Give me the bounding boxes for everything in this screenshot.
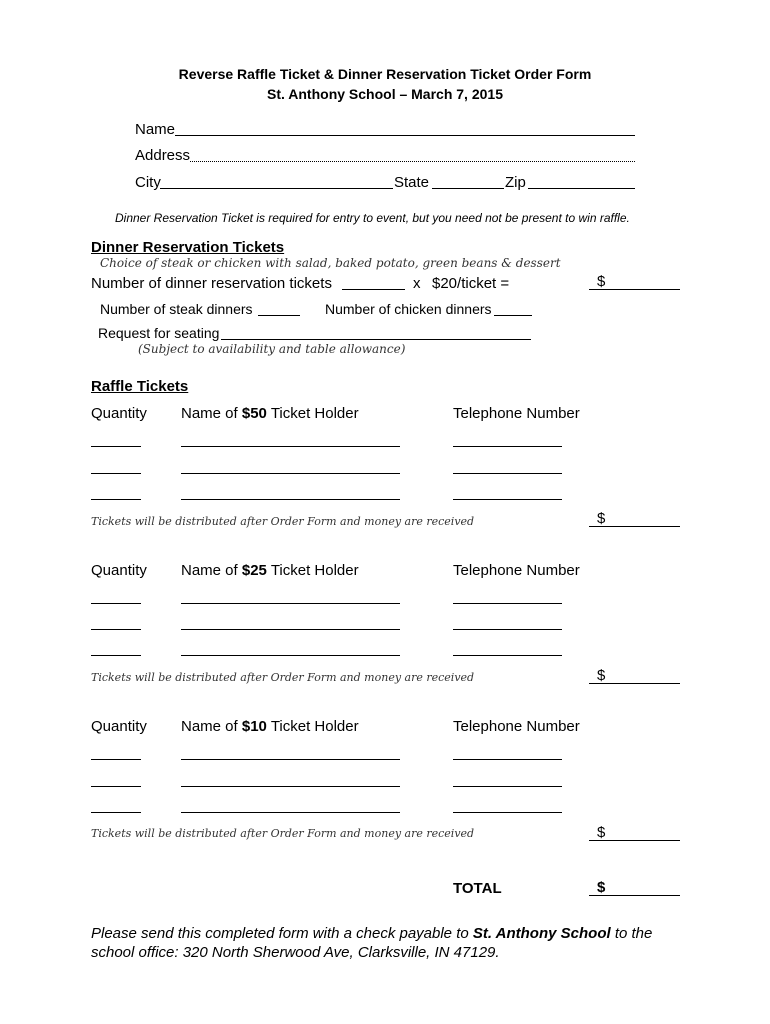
quantity-field[interactable] xyxy=(91,446,141,447)
telephone-label: Telephone Number xyxy=(453,718,580,735)
raffle-50-dollar-sign: $ xyxy=(597,510,606,527)
holder-name-field[interactable] xyxy=(181,473,400,474)
seating-note: (Subject to availability and table allowance) xyxy=(138,342,406,356)
quantity-label: Quantity xyxy=(91,562,147,579)
raffle-25-amount-field[interactable] xyxy=(589,668,680,684)
zip-field[interactable] xyxy=(528,188,635,189)
dinner-choice-note: Choice of steak or chicken with salad, baked potato, green beans & dessert xyxy=(100,256,561,270)
telephone-field[interactable] xyxy=(453,499,562,500)
holder-name-field[interactable] xyxy=(181,629,400,630)
zip-label: Zip xyxy=(505,174,526,191)
raffle-10-amount-field[interactable] xyxy=(589,825,680,841)
telephone-field[interactable] xyxy=(453,759,562,760)
holder-name-field[interactable] xyxy=(181,759,400,760)
closing-text-start: Please send this completed form with a check payable to xyxy=(91,925,473,942)
quantity-field[interactable] xyxy=(91,473,141,474)
quantity-field[interactable] xyxy=(91,759,141,760)
quantity-label: Quantity xyxy=(91,405,147,422)
distribution-note: Tickets will be distributed after Order Form and money are received xyxy=(91,671,475,684)
telephone-field[interactable] xyxy=(453,446,562,447)
ticket-holder-text: Ticket Holder xyxy=(270,405,359,422)
name-of-text: Name of xyxy=(181,562,238,579)
quantity-field[interactable] xyxy=(91,812,141,813)
telephone-field[interactable] xyxy=(453,786,562,787)
ticket-holder-label-50 xyxy=(181,405,359,422)
state-label: State xyxy=(394,174,430,191)
holder-name-field[interactable] xyxy=(181,786,400,787)
payee-name: St. Anthony School xyxy=(472,925,611,942)
name-of-text: Name of xyxy=(181,718,238,735)
holder-name-field[interactable] xyxy=(181,499,400,500)
steak-label: Number of steak dinners xyxy=(100,301,253,317)
raffle-25-dollar-sign: $ xyxy=(597,667,606,684)
raffle-10-dollar-sign: $ xyxy=(597,824,606,841)
telephone-field[interactable] xyxy=(453,655,562,656)
holder-name-field[interactable] xyxy=(181,812,400,813)
name-label: Name xyxy=(135,121,176,138)
quantity-field[interactable] xyxy=(91,603,141,604)
dinner-amount-field[interactable] xyxy=(589,274,680,290)
dinner-dollar-sign: $ xyxy=(597,273,606,290)
holder-name-field[interactable] xyxy=(181,603,400,604)
ticket-holder-text: Ticket Holder xyxy=(270,718,359,735)
quantity-field[interactable] xyxy=(91,499,141,500)
telephone-field[interactable] xyxy=(453,812,562,813)
total-dollar-sign: $ xyxy=(597,879,606,896)
name-field[interactable] xyxy=(175,135,635,136)
closing-text-end: to the school office: 320 North Sherwood Ave, Clarksville, IN 47129. xyxy=(91,925,653,961)
chicken-field[interactable] xyxy=(494,315,532,316)
form-title: Reverse Raffle Ticket & Dinner Reservation Ticket Order Form xyxy=(178,66,592,82)
holder-name-field[interactable] xyxy=(181,655,400,656)
telephone-field[interactable] xyxy=(453,473,562,474)
quantity-field[interactable] xyxy=(91,786,141,787)
holder-name-field[interactable] xyxy=(181,446,400,447)
total-label: TOTAL xyxy=(453,880,502,897)
telephone-field[interactable] xyxy=(453,629,562,630)
chicken-label: Number of chicken dinners xyxy=(325,301,492,317)
state-field[interactable] xyxy=(432,188,504,189)
steak-field[interactable] xyxy=(258,315,300,316)
ticket-holder-label-10 xyxy=(181,718,359,735)
dinner-tickets-label: Number of dinner reservation tickets xyxy=(91,275,332,292)
dinner-price-label: $20/ticket = xyxy=(432,275,510,292)
ticket-amount-25: $25 xyxy=(241,562,267,579)
form-subtitle: St. Anthony School – March 7, 2015 xyxy=(267,86,503,102)
city-label: City xyxy=(135,174,161,191)
address-label: Address xyxy=(135,147,191,164)
dinner-tickets-field[interactable] xyxy=(342,289,405,290)
telephone-field[interactable] xyxy=(453,603,562,604)
telephone-label: Telephone Number xyxy=(453,405,580,422)
distribution-note: Tickets will be distributed after Order Form and money are received xyxy=(91,827,475,840)
dinner-heading: Dinner Reservation Tickets xyxy=(91,239,285,256)
raffle-50-amount-field[interactable] xyxy=(589,511,680,527)
seating-label: Request for seating xyxy=(98,325,220,341)
multiply-sign: x xyxy=(413,275,421,292)
ticket-amount-10: $10 xyxy=(241,718,267,735)
seating-field[interactable] xyxy=(221,339,531,340)
quantity-label: Quantity xyxy=(91,718,147,735)
raffle-heading: Raffle Tickets xyxy=(91,378,189,395)
entry-notice: Dinner Reservation Ticket is required for entry to event, but you need not be present to win raffle. xyxy=(115,211,630,225)
address-field[interactable] xyxy=(190,161,635,162)
quantity-field[interactable] xyxy=(91,629,141,630)
closing-instructions xyxy=(91,924,691,962)
distribution-note: Tickets will be distributed after Order Form and money are received xyxy=(91,515,475,528)
ticket-holder-label-25 xyxy=(181,562,359,579)
city-field[interactable] xyxy=(160,188,393,189)
total-amount-field[interactable] xyxy=(589,880,680,896)
ticket-holder-text: Ticket Holder xyxy=(270,562,359,579)
telephone-label: Telephone Number xyxy=(453,562,580,579)
name-of-text: Name of xyxy=(181,405,238,422)
ticket-amount-50: $50 xyxy=(241,405,267,422)
quantity-field[interactable] xyxy=(91,655,141,656)
